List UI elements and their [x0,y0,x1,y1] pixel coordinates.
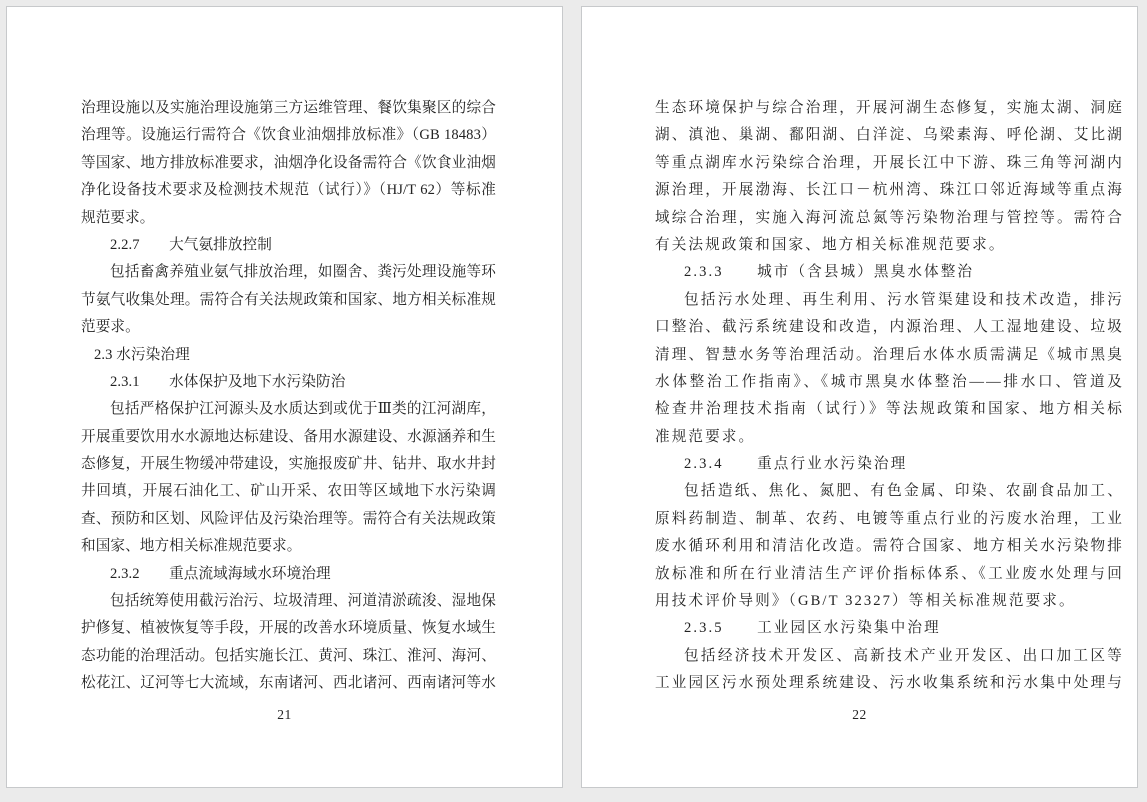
heading-line: 2.3.4 重点行业水污染治理 [684,456,908,473]
text-line: 域综合治理，实施入海河流总氮等污染物治理与管控等。需符合 [655,209,1124,226]
text-line: 包括经济技术开发区、高新技术产业开发区、出口加工区等 [684,647,1124,664]
text-line: 源治理，开展渤海、长江口－杭州湾、珠江口邻近海域等重点海 [655,182,1124,199]
text-line: 包括严格保护江河源头及水质达到或优于Ⅲ类的江河湖库， [110,401,496,418]
text-line: 治理等。设施运行需符合《饮食业油烟排放标准》（GB 18483） [81,127,496,144]
text-line: 清理、智慧水务等治理活动。治理后水体水质需满足《城市黑臭 [655,346,1124,363]
heading-line: 2.3.2 重点流域海域水环境治理 [110,565,331,582]
text-line: 湖、滇池、巢湖、鄱阳湖、白洋淀、乌梁素海、呼伦湖、艾比湖 [655,127,1124,144]
page-left-text-block [81,95,496,698]
text-line: 用技术评价导则》（GB/T 32327）等相关标准规范要求。 [655,593,1076,610]
text-line: 包括统筹使用截污治污、垃圾清理、河道清淤疏浚、湿地保 [110,593,496,610]
text-line: 态修复，开展生物缓冲带建设，实施报废矿井、钻井、取水井封 [81,456,496,473]
text-line: 松花江、辽河等七大流域，东南诸河、西北诸河、西南诸河等水 [81,675,496,692]
text-line: 包括污水处理、再生利用、污水管渠建设和技术改造，排污 [684,291,1124,308]
text-line: 废水循环利用和清洁化改造。需符合国家、地方相关水污染物排 [655,538,1124,555]
heading-line: 2.3 水污染治理 [94,346,190,363]
text-line: 范要求。 [81,319,140,336]
text-line: 查、预防和区划、风险评估及污染治理等。需符合有关法规政策 [81,510,496,527]
text-line: 净化设备技术要求及检测技术规范（试行）》（HJ/T 62）等标准 [81,182,496,199]
text-line: 护修复、植被恢复等手段，开展的改善水环境质量、恢复水域生 [81,620,496,637]
text-line: 水体整治工作指南》、《城市黑臭水体整治——排水口、管道及 [655,373,1124,390]
page-number-right: 22 [852,707,867,722]
text-line: 口整治、截污系统建设和改造，内源治理、人工湿地建设、垃圾 [655,319,1124,336]
text-line: 规范要求。 [81,209,155,226]
heading-line: 2.2.7 大气氨排放控制 [110,236,272,253]
text-line: 包括造纸、焦化、氮肥、有色金属、印染、农副食品加工、 [684,483,1124,500]
text-line: 等国家、地方排放标准要求，油烟净化设备需符合《饮食业油烟 [81,154,496,171]
text-line: 井回填，开展石油化工、矿山开采、农田等区域地下水污染调 [81,483,496,500]
page-number-left: 21 [277,707,292,722]
text-line: 准规范要求。 [655,428,756,445]
heading-line: 2.3.1 水体保护及地下水污染防治 [110,373,346,390]
text-line: 等重点湖库水污染综合治理，开展长江中下游、珠三角等河湖内 [655,154,1124,171]
document-page-left [6,6,563,788]
page-right-text-block [655,95,1124,698]
text-line: 治理设施以及实施治理设施第三方运维管理、餐饮集聚区的综合 [81,100,496,116]
text-line: 工业园区污水预处理系统建设、污水收集系统和污水集中处理与 [655,675,1124,692]
text-line: 节氨气收集处理。需符合有关法规政策和国家、地方相关标准规 [81,291,496,308]
text-line: 和国家、地方相关标准规范要求。 [81,538,302,555]
heading-line: 2.3.3 城市（含县城）黑臭水体整治 [684,264,975,281]
text-line: 放标准和所在行业清洁生产评价指标体系、《工业废水处理与回 [655,565,1124,582]
text-line: 检查井治理技术指南（试行）》等法规政策和国家、地方相关标 [655,401,1124,418]
heading-line: 2.3.5 工业园区水污染集中治理 [684,620,941,637]
text-line: 生态环境保护与综合治理，开展河湖生态修复，实施太湖、洞庭 [655,100,1124,116]
text-line: 原料药制造、制革、农药、电镀等重点行业的污废水治理，工业 [655,510,1124,527]
text-line: 开展重要饮用水水源地达标建设、备用水源建设、水源涵养和生 [81,428,496,445]
document-page-right [581,6,1138,788]
text-line: 态功能的治理活动。包括实施长江、黄河、珠江、淮河、海河、 [81,647,496,664]
text-line: 包括畜禽养殖业氨气排放治理，如圈舍、粪污处理设施等环 [110,264,496,281]
text-line: 有关法规政策和国家、地方相关标准规范要求。 [655,236,1006,253]
